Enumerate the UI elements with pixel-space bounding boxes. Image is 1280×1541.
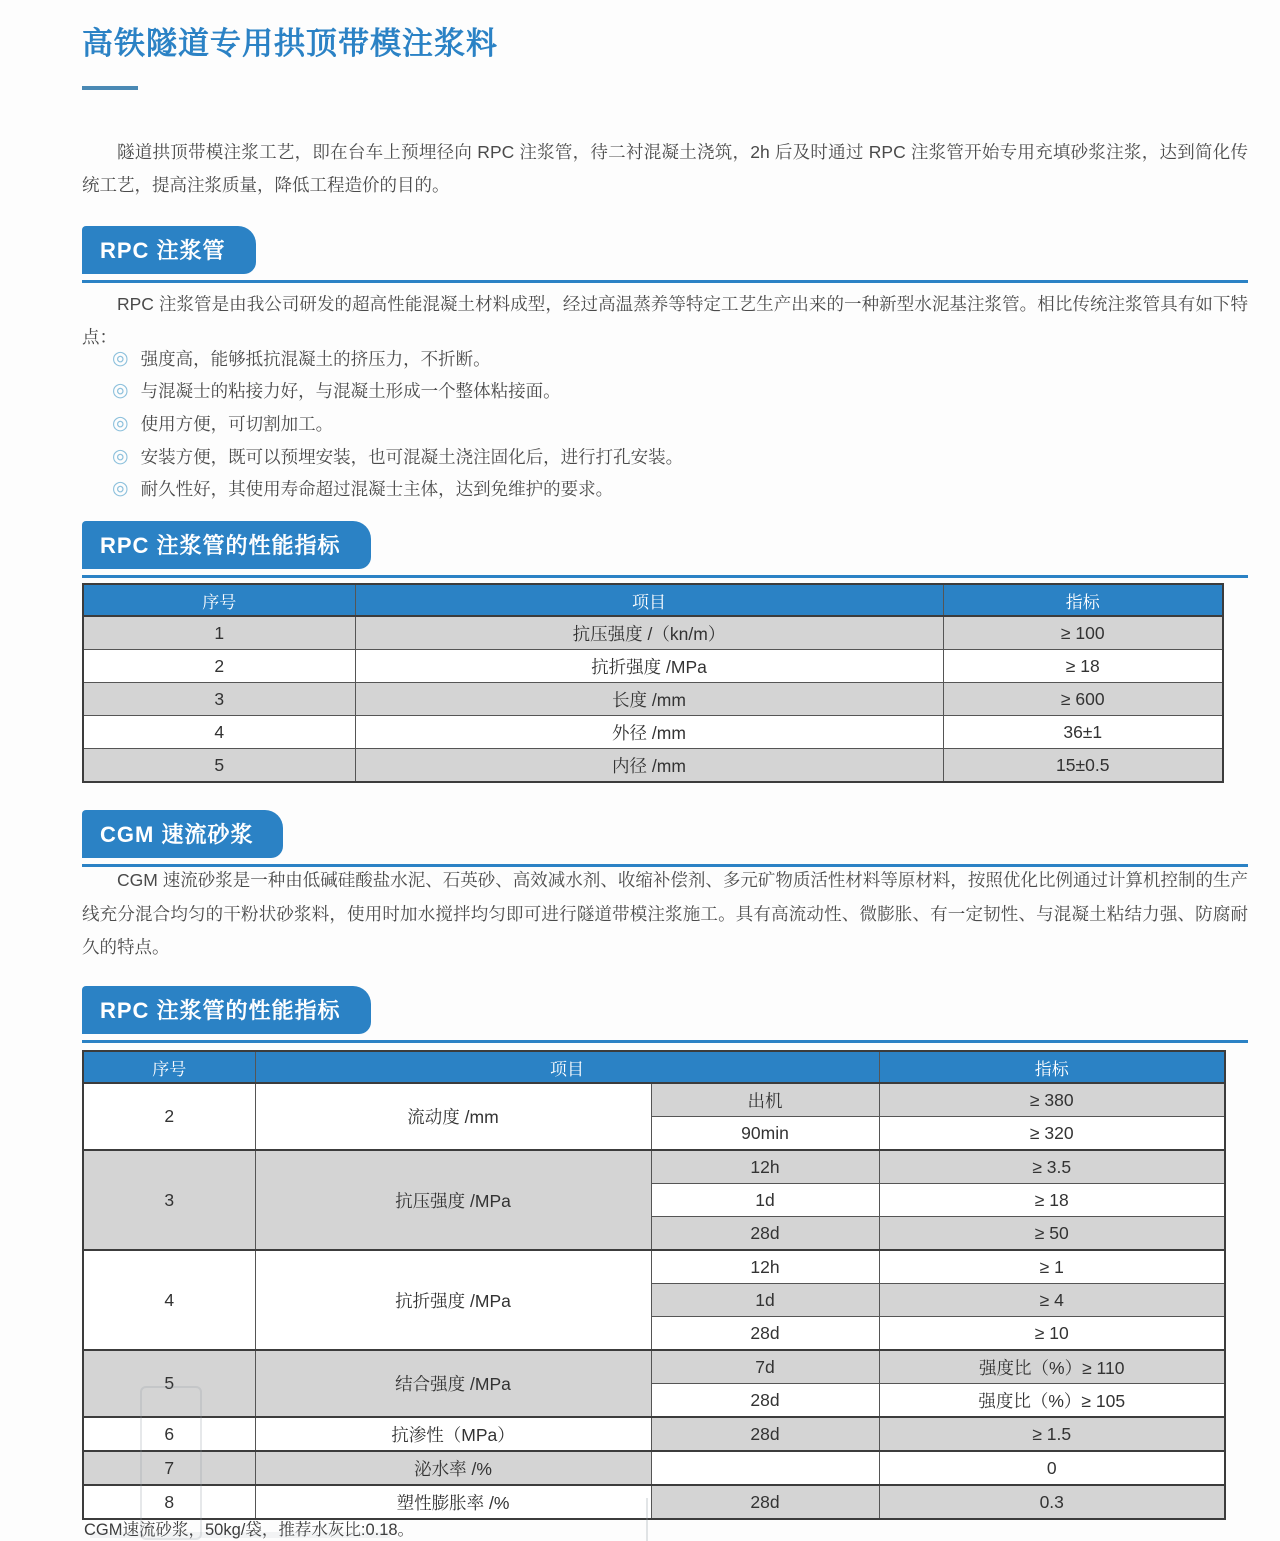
double-circle-bullet-icon: ◎ <box>112 445 129 467</box>
table-row <box>83 1485 1225 1519</box>
column-header: 项目 <box>355 584 943 616</box>
section-badge: RPC 注浆管 <box>82 226 256 274</box>
double-circle-bullet-icon: ◎ <box>112 347 129 369</box>
section-badge: CGM 速流砂浆 <box>82 810 283 858</box>
table-cell: 12h <box>651 1250 879 1284</box>
table-cell: 5 <box>83 1350 255 1417</box>
table-cell: ≥ 18 <box>943 650 1223 683</box>
table-cell: 7 <box>83 1451 255 1485</box>
table-cell: 塑性膨胀率 /% <box>255 1485 651 1519</box>
table-body <box>83 616 1223 782</box>
table-cell: ≥ 50 <box>879 1217 1225 1251</box>
table-cell: 抗压强度 /MPa <box>255 1150 651 1250</box>
table-cell: 15±0.5 <box>943 749 1223 783</box>
list-item-text: 强度高，能够抵抗混凝土的挤压力，不折断。 <box>140 348 491 369</box>
table-cell: 3 <box>83 1150 255 1250</box>
double-circle-bullet-icon: ◎ <box>112 478 129 500</box>
table-row <box>83 1417 1225 1451</box>
table-row <box>83 1083 1225 1117</box>
column-header: 指标 <box>879 1051 1225 1083</box>
table-cell: 1d <box>651 1184 879 1217</box>
rpc-description: RPC 注浆管是由我公司研发的超高性能混凝土材料成型，经过高温蒸养等特定工艺生产出来的一种新型水泥基注浆管。相比传统注浆管具有如下特点： <box>82 294 1248 347</box>
column-header: 项目 <box>255 1051 879 1083</box>
table-body <box>83 1083 1225 1519</box>
table-cell: 1 <box>83 616 355 650</box>
table-cell: 内径 /mm <box>355 749 943 783</box>
list-item-text: 安装方便，既可以预埋安装，也可混凝土浇注固化后，进行打孔安装。 <box>140 446 684 467</box>
table-cell: 28d <box>651 1417 879 1451</box>
title-underline <box>82 86 138 90</box>
table-cell: ≥ 1 <box>879 1250 1225 1284</box>
table-row <box>83 1250 1225 1284</box>
table-header-row <box>83 1051 1225 1083</box>
table-cell: 28d <box>651 1485 879 1519</box>
table-row <box>83 1150 1225 1184</box>
table-cell: 外径 /mm <box>355 716 943 749</box>
section-badge: RPC 注浆管的性能指标 <box>82 986 371 1034</box>
footnote: CGM速流砂浆，50kg/袋，推荐水灰比:0.18。 <box>84 1521 415 1539</box>
table-cell: 泌水率 /% <box>255 1451 651 1485</box>
list-item <box>112 472 683 505</box>
table-cell: ≥ 100 <box>943 616 1223 650</box>
table-cell: 强度比（%）≥ 110 <box>879 1350 1225 1384</box>
table-cell: 36±1 <box>943 716 1223 749</box>
table-cell: 抗折强度 /MPa <box>355 650 943 683</box>
section-header-cgm <box>82 810 1248 867</box>
table-cell: ≥ 3.5 <box>879 1150 1225 1184</box>
table-cell: 4 <box>83 1250 255 1350</box>
table-row <box>83 683 1223 716</box>
table-cell: 0.3 <box>879 1485 1225 1519</box>
list-item <box>112 440 683 473</box>
table-header-row <box>83 584 1223 616</box>
column-header: 序号 <box>83 584 355 616</box>
list-item-text: 与混凝士的粘接力好，与混凝土形成一个整体粘接面。 <box>140 381 561 402</box>
table-cell: 0 <box>879 1451 1225 1485</box>
list-item-text: 耐久性好，其使用寿命超过混凝士主体，达到免维护的要求。 <box>140 479 614 500</box>
table-cell: 出机 <box>651 1083 879 1117</box>
rpc-performance-table <box>82 583 1224 783</box>
table-row <box>83 1350 1225 1384</box>
list-item <box>112 375 683 408</box>
list-item-text: 使用方便，可切割加工。 <box>140 413 334 434</box>
table-cell: 2 <box>83 650 355 683</box>
table-row <box>83 716 1223 749</box>
page-title: 高铁隧道专用拱顶带模注浆料 <box>82 26 498 61</box>
list-item <box>112 407 683 440</box>
double-circle-bullet-icon: ◎ <box>112 380 129 402</box>
table-cell: ≥ 380 <box>879 1083 1225 1117</box>
section-header-cgm-performance <box>82 986 1248 1043</box>
column-header: 指标 <box>943 584 1223 616</box>
table-row <box>83 650 1223 683</box>
table-row <box>83 749 1223 783</box>
table-cell: 12h <box>651 1150 879 1184</box>
table-row <box>83 616 1223 650</box>
table-cell: ≥ 600 <box>943 683 1223 716</box>
table-cell: 结合强度 /MPa <box>255 1350 651 1417</box>
table-cell: 28d <box>651 1217 879 1251</box>
table-cell: 5 <box>83 749 355 783</box>
table-cell: 2 <box>83 1083 255 1150</box>
section-header-rpc-pipe <box>82 226 1248 283</box>
cgm-description: CGM 速流砂浆是一种由低碱硅酸盐水泥、石英砂、高效减水剂、收缩补偿剂、多元矿物质活性材料等原材料，按照优化比例通过计算机控制的生产线充分混合均匀的干粉状砂浆料，使用时加水搅拌均匀即可进行隧道带模注浆施工。具有高流动性、微膨胀、有一定韧性、与混凝土粘结力强、防腐耐久的特点。 <box>82 870 1248 957</box>
table-cell: 强度比（%）≥ 105 <box>879 1384 1225 1418</box>
rpc-feature-list <box>112 342 683 505</box>
table-cell: 1d <box>651 1284 879 1317</box>
column-header: 序号 <box>83 1051 255 1083</box>
table-cell: 90min <box>651 1117 879 1151</box>
intro-paragraph: 隧道拱顶带模注浆工艺，即在台车上预埋径向 RPC 注浆管，待二衬混凝土浇筑，2h 后及时通过 RPC 注浆管开始专用充填砂浆注浆，达到简化传统工艺，提高注浆质量，降低工程造价的目的。 <box>82 142 1248 195</box>
double-circle-bullet-icon: ◎ <box>112 412 129 434</box>
table-cell: ≥ 18 <box>879 1184 1225 1217</box>
table-cell: 抗渗性（MPa） <box>255 1417 651 1451</box>
table-row <box>83 1451 1225 1485</box>
section-header-rpc-performance <box>82 521 1248 578</box>
table-cell: 6 <box>83 1417 255 1451</box>
table-cell: 长度 /mm <box>355 683 943 716</box>
cgm-performance-table <box>82 1050 1226 1520</box>
table-cell: 28d <box>651 1317 879 1351</box>
table-cell: 8 <box>83 1485 255 1519</box>
list-item <box>112 342 683 375</box>
table-cell: ≥ 320 <box>879 1117 1225 1151</box>
table-cell <box>651 1451 879 1485</box>
table-cell: 流动度 /mm <box>255 1083 651 1150</box>
table-cell: 抗折强度 /MPa <box>255 1250 651 1350</box>
table-cell: 3 <box>83 683 355 716</box>
table-cell: ≥ 4 <box>879 1284 1225 1317</box>
table-cell: 4 <box>83 716 355 749</box>
table-cell: ≥ 10 <box>879 1317 1225 1351</box>
table-cell: ≥ 1.5 <box>879 1417 1225 1451</box>
table-cell: 抗压强度 /（kn/m） <box>355 616 943 650</box>
table-cell: 28d <box>651 1384 879 1418</box>
table-cell: 7d <box>651 1350 879 1384</box>
section-badge: RPC 注浆管的性能指标 <box>82 521 371 569</box>
